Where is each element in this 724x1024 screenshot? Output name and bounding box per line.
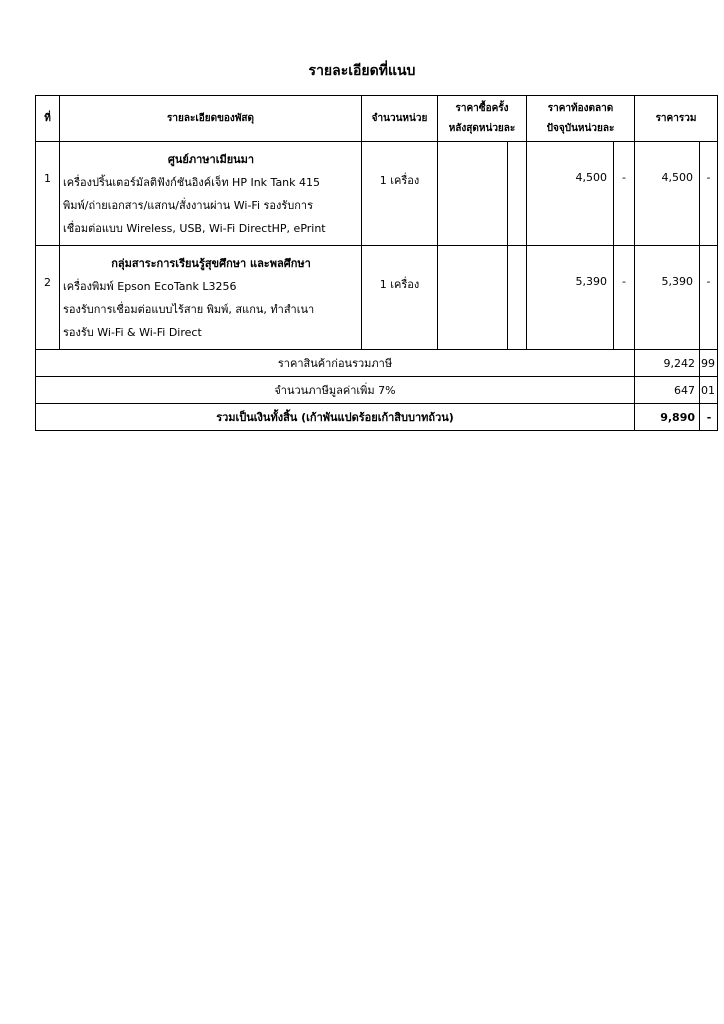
vat-row (36, 377, 718, 404)
grand-total-label: รวมเป็นเงินทั้งสิ้น (เก้าพันแปดร้อยเก้าสิบบาทถ้วน) (36, 404, 635, 431)
item-last-price-cents (508, 246, 527, 350)
header-last-price (438, 96, 527, 142)
item-last-price-cents (508, 142, 527, 246)
item-market-price-cents: - (614, 246, 635, 350)
subtotal-label: ราคาสินค้าก่อนรวมภาษี (36, 350, 635, 377)
header-description: รายละเอียดของพัสดุ (60, 96, 362, 142)
document-title: รายละเอียดที่แนบ (308, 63, 416, 79)
grand-total-row (36, 404, 718, 431)
item-description-line: เชื่อมต่อแบบ Wireless, USB, Wi-Fi DirectHP, ePrint (63, 222, 326, 235)
header-quantity: จำนวนหน่วย (362, 96, 438, 142)
table-row (36, 246, 718, 350)
item-total-cents: - (700, 142, 718, 246)
item-number: 1 (36, 142, 60, 246)
item-quantity: 1 เครื่อง (362, 246, 438, 350)
item-quantity: 1 เครื่อง (362, 142, 438, 246)
items-table (35, 95, 718, 431)
item-number: 2 (36, 246, 60, 350)
item-total-cents: - (700, 246, 718, 350)
item-market-price-cents: - (614, 142, 635, 246)
item-description-line: เครื่องพิมพ์ Epson EcoTank L3256 (63, 280, 237, 293)
subtotal-cents: 99 (700, 350, 718, 377)
double-underline (618, 430, 703, 431)
item-total: 5,390 (635, 246, 700, 350)
table-header-row (36, 96, 718, 142)
subtotal-amount: 9,242 (635, 350, 700, 377)
item-last-price (438, 142, 508, 246)
grand-total-amount: 9,890 (635, 404, 700, 431)
item-description (60, 246, 362, 350)
item-group: ศูนย์ภาษาเมียนมา (167, 153, 255, 166)
header-market-price-line2: ปัจจุบันหน่วยละ (546, 122, 615, 134)
header-last-price-line2: หลังสุดหน่วยละ (448, 122, 516, 134)
item-description (60, 142, 362, 246)
header-total: ราคารวม (635, 96, 718, 142)
item-market-price: 4,500 (527, 142, 614, 246)
subtotal-row (36, 350, 718, 377)
item-description-line: รองรับ Wi-Fi & Wi-Fi Direct (63, 326, 202, 339)
item-last-price (438, 246, 508, 350)
table-row (36, 142, 718, 246)
header-no: ที่ (36, 96, 60, 142)
item-market-price: 5,390 (527, 246, 614, 350)
header-market-price-line1: ราคาท้องตลาด (547, 102, 614, 114)
vat-label: จำนวนภาษีมูลค่าเพิ่ม 7% (36, 377, 635, 404)
grand-total-cents: - (700, 404, 718, 431)
item-description-line: เครื่องปริ้นเตอร์มัลติฟังก์ชันอิงค์เจ็ท HP Ink Tank 415 (63, 176, 321, 189)
item-total: 4,500 (635, 142, 700, 246)
vat-cents: 01 (700, 377, 718, 404)
item-description-line: รองรับการเชื่อมต่อแบบไร้สาย พิมพ์, สแกน, ทำสำเนา (63, 303, 315, 316)
vat-amount: 647 (635, 377, 700, 404)
header-market-price (527, 96, 635, 142)
item-description-line: พิมพ์/ถ่ายเอกสาร/แสกน/สั่งงานผ่าน Wi-Fi รองรับการ (63, 199, 314, 212)
item-group: กลุ่มสาระการเรียนรู้สุขศึกษา และพลศึกษา (111, 257, 311, 270)
header-last-price-line1: ราคาซื้อครั้ง (455, 102, 509, 114)
